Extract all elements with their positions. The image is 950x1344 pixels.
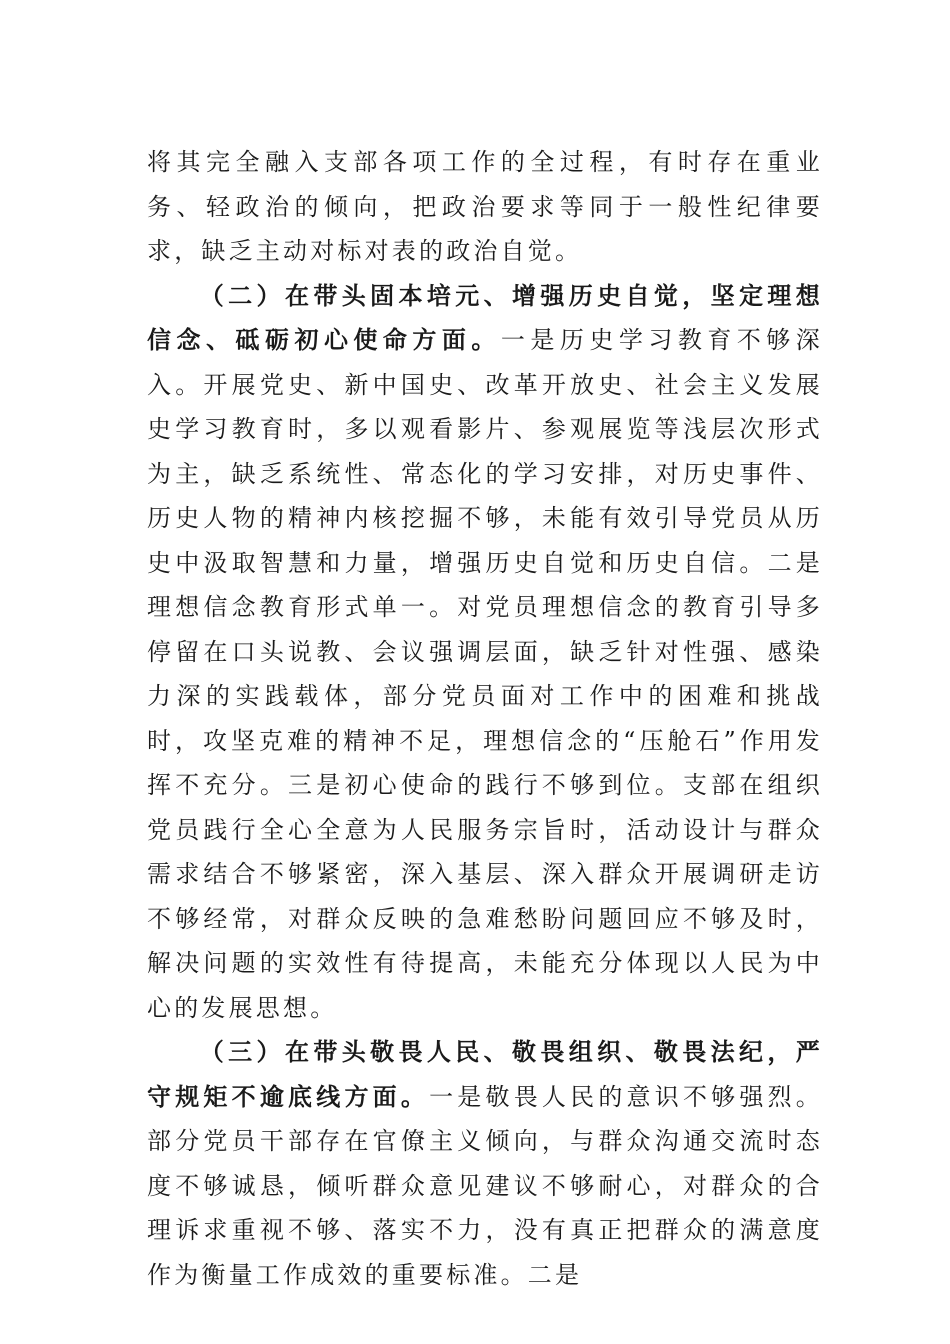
section-3-heading: （三）在带头敬畏人民、敬畏组织、敬畏法纪，严守规矩不逾底线方面。 xyxy=(147,1037,823,1111)
section-2-heading: （二）在带头固本培元、增强历史自觉，坚定理想信念、砥砺初心使命方面。 xyxy=(147,280,823,354)
paragraph-section-3 xyxy=(147,1030,823,1297)
document-body xyxy=(147,140,823,1297)
section-3-body: 一是敬畏人民的意识不够强烈。部分党员干部存在官僚主义倾向，与群众沟通交流时态度不够诚恳，倾听群众意见建议不够耐心，对群众的合理诉求重视不够、落实不力，没有真正把群众的满意度作为衡量工作成效的重要标准。二是 xyxy=(147,1082,823,1289)
paragraph-continuation: 将其完全融入支部各项工作的全过程，有时存在重业务、轻政治的倾向，把政治要求等同于一般性纪律要求，缺乏主动对标对表的政治自觉。 xyxy=(147,148,823,265)
paragraph-section-2 xyxy=(147,274,823,1031)
section-2-body: 一是历史学习教育不够深入。开展党史、新中国史、改革开放史、社会主义发展史学习教育时，多以观看影片、参观展览等浅层次形式为主，缺乏系统性、常态化的学习安排，对历史事件、历史人物的精神内核挖掘不够，未能有效引导党员从历史中汲取智慧和力量，增强历史自觉和历史自信。二是理想信念教育形式单一。对党员理想信念的教育引导多停留在口头说教、会议强调层面，缺乏针对性强、感染力深的实践载体，部分党员面对工作中的困难和挑战时，攻坚克难的精神不足，理想信念的“压舱石”作用发挥不充分。三是初心使命的践行不够到位。支部在组织党员践行全心全意为人民服务宗旨时，活动设计与群众需求结合不够紧密，深入基层、深入群众开展调研走访不够经常，对群众反映的急难愁盼问题回应不够及时，解决问题的实效性有待提高，未能充分体现以人民为中心的发展思想。 xyxy=(147,326,823,1022)
